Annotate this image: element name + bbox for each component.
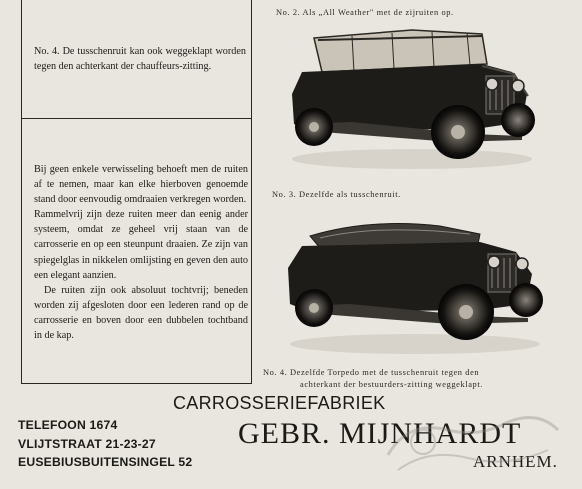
paragraph-1: Bij geen enkele verwisseling behoeft men de ruiten af te nemen, maar kan elke hierboven genoemde stand door eenvoudig omdraaien verkregen worden.: [34, 164, 248, 206]
body-text: [34, 162, 248, 343]
phone-line: TELEFOON 1674: [18, 418, 118, 432]
watermark-logo-icon: [368, 400, 568, 480]
caption-no4-line2: achterkant der bestuurders-zitting weggeklapt.: [300, 380, 483, 389]
address-block: [18, 416, 248, 472]
caption-no2: No. 2. Als „All Weather" met de zijruiten op.: [276, 8, 454, 17]
frame-divider: [22, 118, 251, 119]
note-no4: No. 4. De tusschenruit kan ook weggeklapt worden tegen den achterkant der chauffeurs-zitting.: [34, 46, 246, 72]
text-column-frame: [21, 0, 252, 384]
caption-no3: No. 3. Dezelfde als tusschenruit.: [272, 190, 401, 199]
car-photo-torpedo: [280, 212, 550, 357]
car-photo-all-weather: [282, 24, 544, 174]
street-line-2: EUSEBIUSBUITENSINGEL 52: [18, 455, 193, 469]
firm-city: ARNHEM.: [473, 452, 558, 471]
firm-name: GEBR. MIJNHARDT: [238, 417, 522, 450]
firm-type: CARROSSERIEFABRIEK: [173, 393, 386, 413]
street-line: VLIJTSTRAAT 21-23-27: [18, 436, 156, 451]
caption-no4-line1: No. 4. Dezelfde Torpedo met de tusschenruit tegen den: [263, 368, 480, 377]
paragraph-2: Rammelvrij zijn deze ruiten meer dan eenig ander systeem, omdat ze geheel vrij staan van de carrosserie en op een steunpunt draaien. Ze zijn van spiegelglas in nikkelen omlijsting en geven den auto een elegant aanzien.: [34, 209, 248, 281]
paragraph-3: De ruiten zijn ook absoluut tochtvrij; beneden worden zij afgesloten door een lederen rand op de carrosserie en boven door een dubbelen tochtband in de kap.: [34, 284, 248, 342]
